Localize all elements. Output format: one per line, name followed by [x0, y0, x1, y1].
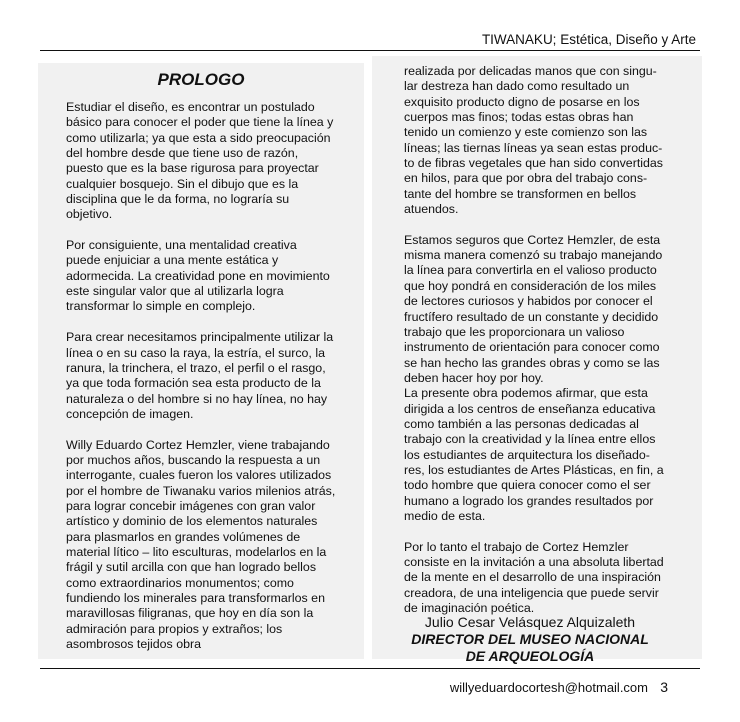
right-column-text [404, 64, 694, 616]
footer-rule [40, 668, 700, 669]
paragraph: Estudiar el diseño, es encontrar un postulado básico para conocer el poder que tiene la línea y como utilizarla; ya que esta a sido preocupación del hombre desde que tiene uso de razón, puesto que es la base rigurosa para proyectar cualquier bosquejo. Sin el dibujo que es la disciplina que le da forma, no lograría su objetivo. [66, 100, 334, 222]
signature-role-line1: DIRECTOR DEL MUSEO NACIONAL [411, 631, 649, 647]
signature-name: Julio Cesar Velásquez Alquizaleth [424, 614, 636, 630]
running-header-title: TIWANAKU; Estética, Diseño y Arte [481, 32, 696, 47]
paragraph: realizada por delicadas manos que con singu- lar destreza han dado como resultado un exquisito producto digno de posarse en los cuerpos mas finos; todas estas obras han tenido un comienzo y este comienzo son las líneas; las tiernas líneas ya sean estas produc- to de fibras vegetales que han sido convertidas en hilos, para que por obra del trabajo cons- tante del hombre se transformen en bellos atuendos. [404, 64, 663, 217]
signature-role-line2: DE ARQUEOLOGÍA [465, 648, 595, 664]
paragraph: Willy Eduardo Cortez Hemzler, viene trabajando por muchos años, buscando la respuesta a un interrogante, cuales fueron los valores utilizados por el hombre de Tiwanaku varios milenios atrás, para lograr concebir imágenes con gran valor artístico y dominio de los elementos naturales para plasmarlos en grandes volúmenes de material lítico – lito esculturas, modelarlos en la frágil y sutil arcilla con que han logrado bellos como extraordinarios monumentos; como fundiendo los minerales para transformarlos en maravillosas filigranas, que hoy en día son la admiración para propios y extraños; los asombrosos tejidos obra [66, 437, 336, 652]
header-rule [40, 50, 700, 51]
paragraph: Para crear necesitamos principalmente utilizar la línea o en su caso la raya, la estría, el surco, la ranura, la trinchera, el trazo, el perfil o el rasgo, ya que toda formación sea esta producto de la naturaleza o del hombre si no hay línea, no hay concepción de imagen. [66, 330, 334, 421]
page-number: 3 [660, 679, 668, 695]
paragraph: Por lo tanto el trabajo de Cortez Hemzler consiste en la invitación a una absoluta libertad de la mente en el desarrollo de una inspiración creadora, de una inteligencia que puede servir de imaginación poética. [404, 539, 664, 616]
paragraph: Estamos seguros que Cortez Hemzler, de esta misma manera comenzó su trabajo manejando la línea para convertirla en el valioso producto que hoy pondrá en consideración de los miles de lectores curiosos y habidos por conocer el fructífero resultado de un constante y decidido trabajo que les proporcionara un valioso instrumento de orientación para conocer como se han hecho las grandes obras y como se las deben hacer hoy por hoy. [404, 232, 663, 385]
section-heading: PROLOGO [157, 70, 245, 89]
paragraph: Por consiguiente, una mentalidad creativa puede enjuiciar a una mente estática y adormecida. La creatividad pone en movimiento este singular valor que al utilizarla logra transformar lo simple en complejo. [66, 238, 330, 314]
footer-email: willyeduardocortesh@hotmail.com [449, 680, 648, 695]
paragraph: La presente obra podemos afirmar, que esta dirigida a los centros de enseñanza educativa como también a las personas dedicadas al trabajo con la creatividad y la línea entre ellos los estudiantes de arquitectura los diseñado- res, los estudiantes de Artes Plásticas, en fin, a todo hombre que quiera conocer como el ser humano a logrado los grandes resultados por medio de esta. [404, 386, 664, 523]
left-column-text [66, 100, 358, 668]
